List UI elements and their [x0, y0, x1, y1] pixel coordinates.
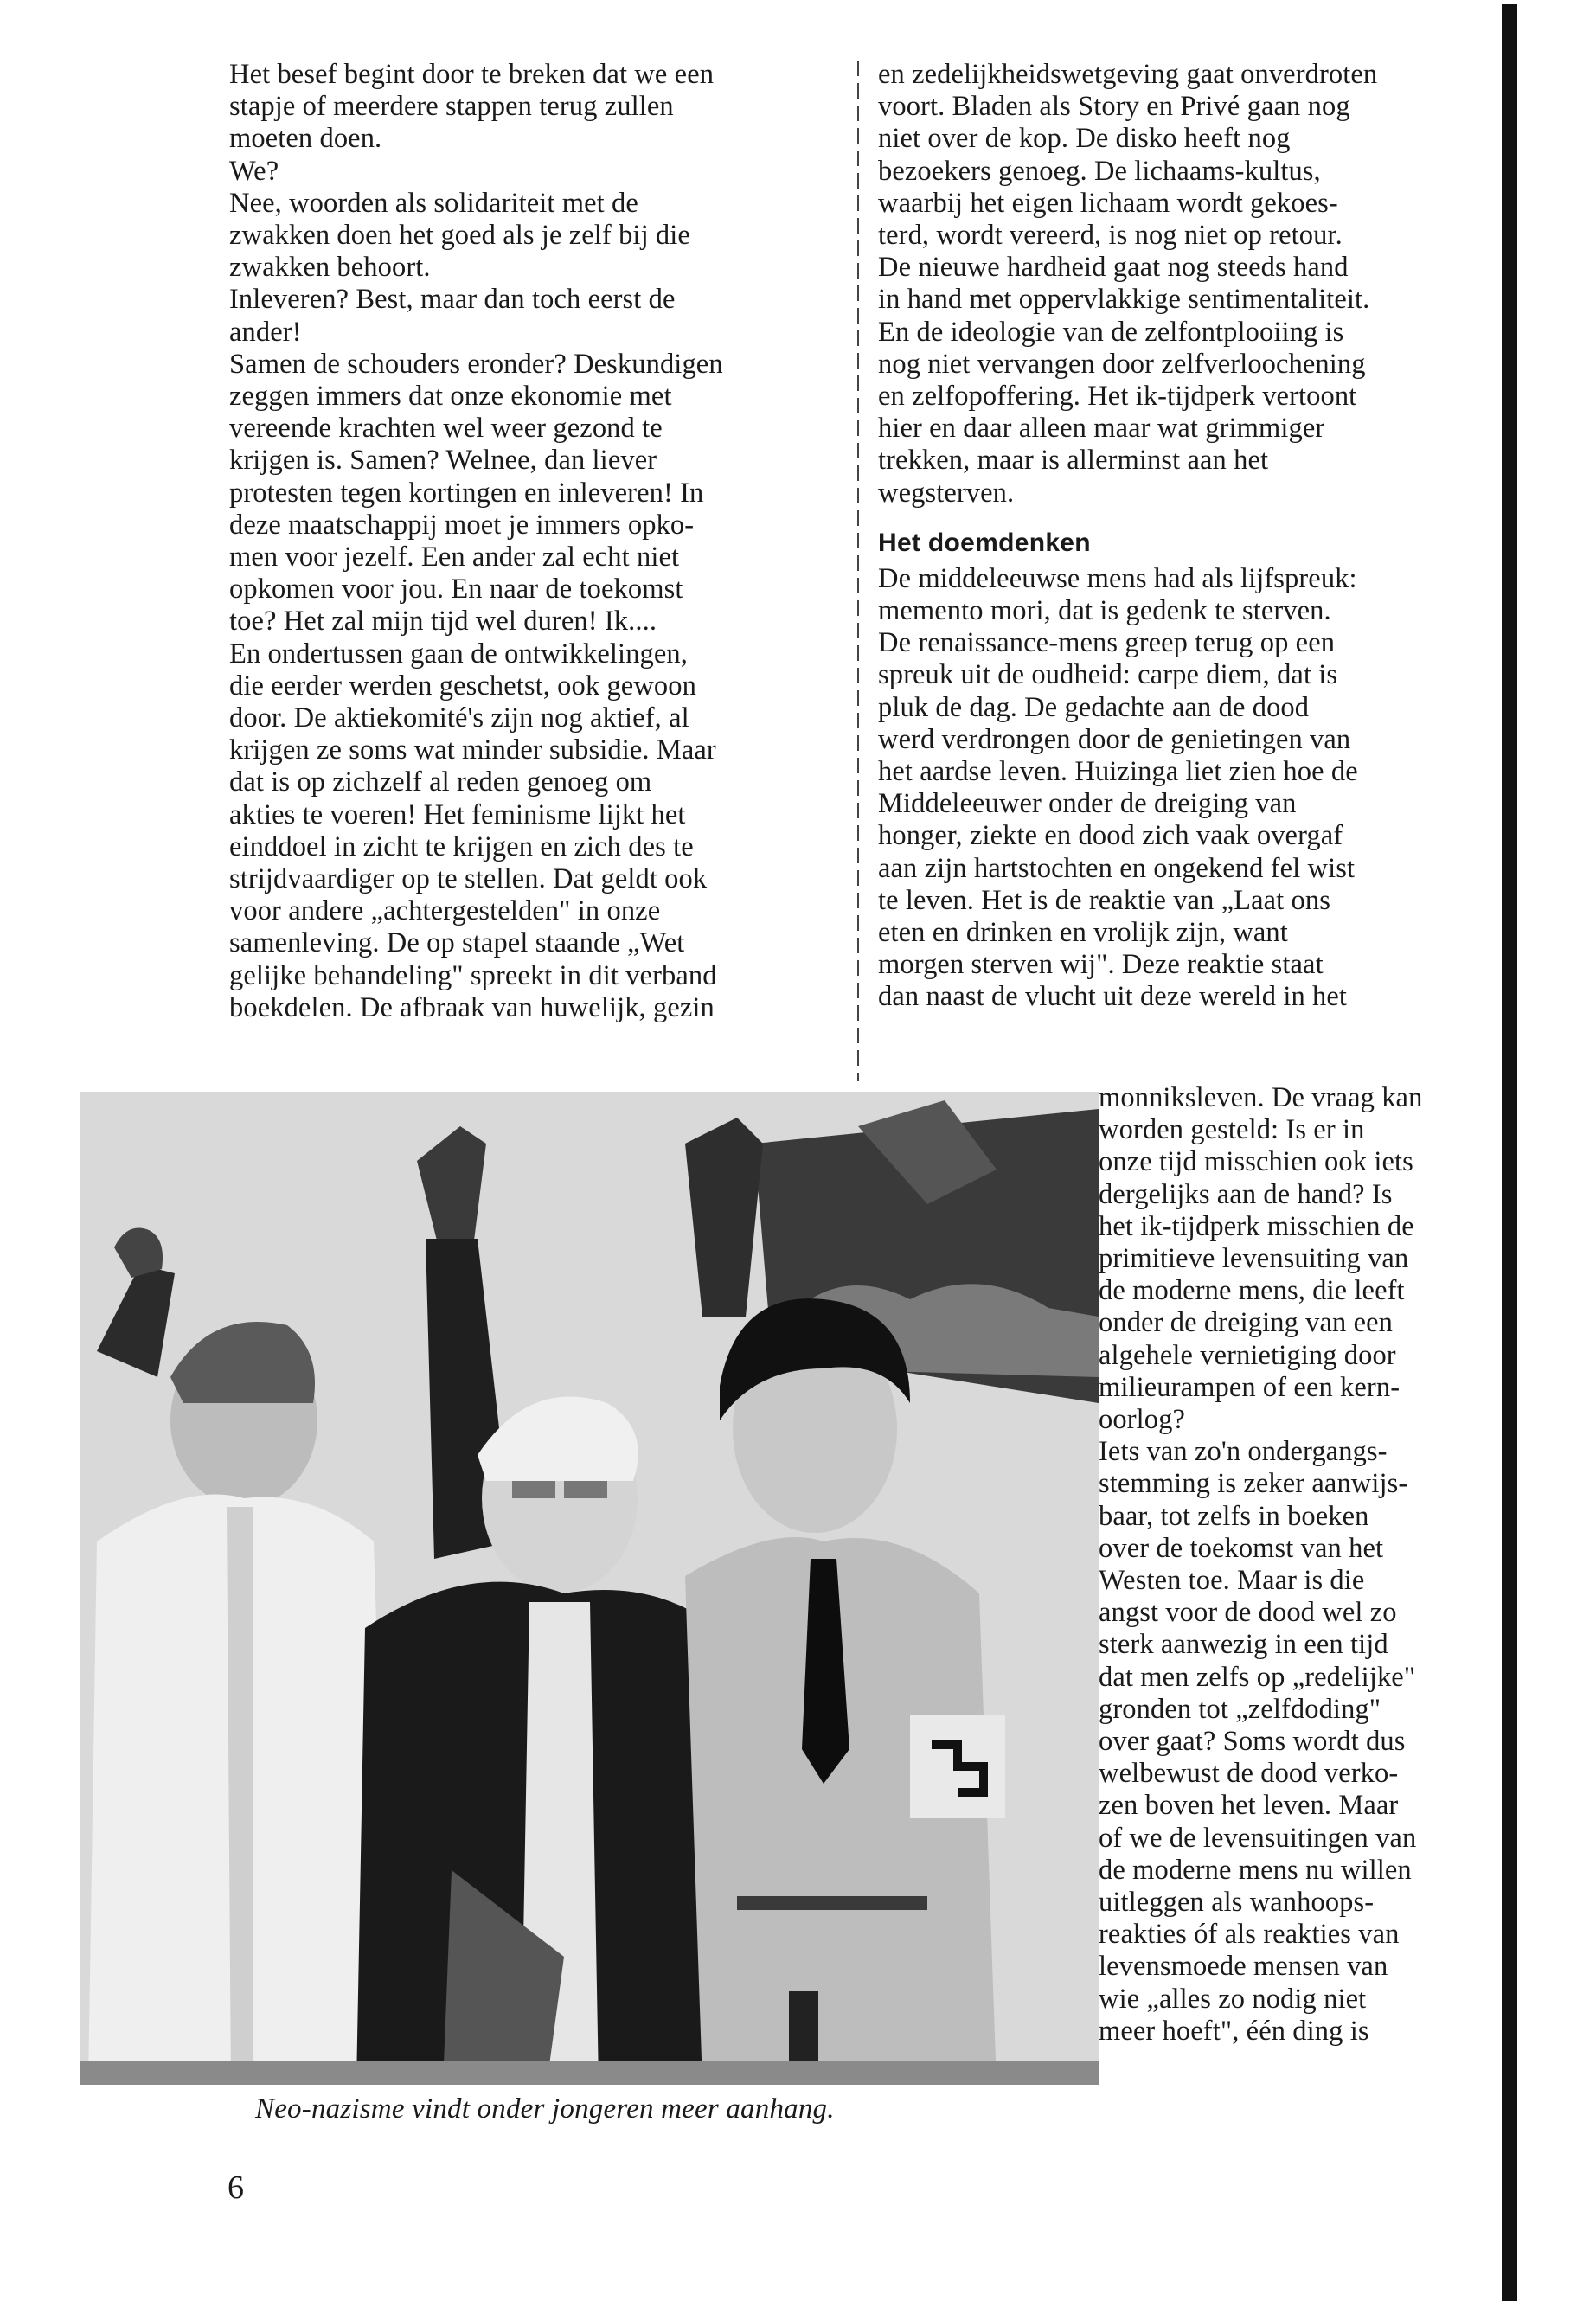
text-line: opkomen voor jou. En naar de toekomst [229, 574, 683, 606]
text-line: eten en drinken en vrolijk zijn, want [878, 917, 1288, 949]
text-line: de moderne mens, die leeft [1099, 1275, 1405, 1307]
text-line: welbewust de dood verko- [1099, 1758, 1399, 1790]
text-line: wie „alles zo nodig niet [1099, 1983, 1367, 2015]
text-line: moeten doen. [229, 123, 382, 155]
text-line: gelijke behandeling" spreekt in dit verband [229, 959, 717, 991]
text-line: zen boven het leven. Maar [1099, 1790, 1399, 1822]
text-line: angst voor de dood wel zo [1099, 1597, 1397, 1629]
text-line: zwakken behoort. [229, 252, 431, 284]
text-line: protesten tegen kortingen en inleveren! In [229, 477, 704, 509]
scan-edge-bar [1502, 4, 1517, 2301]
text-line: onze tijd misschien ook iets [1099, 1146, 1413, 1178]
text-line: milieurampen of een kern- [1099, 1371, 1401, 1403]
text-line: toe? Het zal mijn tijd wel duren! Ik.... [229, 606, 657, 638]
text-line: Het besef begint door te breken dat we een [229, 59, 715, 90]
text-line: De nieuwe hardheid gaat nog steeds hand [878, 252, 1349, 284]
right-narrow-column [1099, 1082, 1497, 2048]
text-line: De middeleeuwse mens had als lijfspreuk: [878, 562, 1357, 594]
text-line: over gaat? Soms wordt dus [1099, 1726, 1406, 1758]
text-line: krijgen is. Samen? Welnee, dan liever [229, 445, 657, 477]
text-line: pluk de dag. De gedachte aan de dood [878, 691, 1310, 723]
text-line: reakties óf als reakties van [1099, 1919, 1400, 1951]
text-line: dat is op zichzelf al reden genoeg om [229, 766, 652, 798]
text-line: het ik-tijdperk misschien de [1099, 1210, 1414, 1242]
text-line: samenleving. De op stapel staande „Wet [229, 927, 685, 959]
text-line: vereende krachten wel weer gezond te [229, 413, 663, 445]
news-photo [80, 1092, 1099, 2085]
text-line: We? [229, 155, 279, 187]
text-line: oorlog? [1099, 1404, 1185, 1436]
text-line: niet over de kop. De disko heeft nog [878, 123, 1291, 155]
text-line: En ondertussen gaan de ontwikkelingen, [229, 638, 688, 670]
text-line: Westen toe. Maar is die [1099, 1565, 1365, 1597]
text-line: stapje of meerdere stappen terug zullen [229, 91, 674, 123]
text-line: en zedelijkheidswetgeving gaat onverdroten [878, 59, 1378, 90]
text-line: voort. Bladen als Story en Privé gaan nog [878, 91, 1350, 123]
text-line: algehele vernietiging door [1099, 1339, 1396, 1371]
text-line: worden gesteld: Is er in [1099, 1114, 1365, 1146]
text-line: de moderne mens nu willen [1099, 1854, 1412, 1886]
text-line: monniksleven. De vraag kan [1099, 1082, 1423, 1113]
text-line: Inleveren? Best, maar dan toch eerst de [229, 284, 676, 316]
text-line: zwakken doen het goed als je zelf bij die [229, 220, 690, 252]
text-line: strijdvaardiger op te stellen. Dat geldt ook [229, 863, 708, 895]
text-line: En de ideologie van de zelfontplooiing is [878, 316, 1344, 348]
text-line: het aardse leven. Huizinga liet zien hoe de [878, 756, 1358, 788]
text-line: Iets van zo'n ondergangs- [1099, 1436, 1388, 1468]
page-number: 6 [228, 2170, 244, 2206]
text-line: uitleggen als wanhoops- [1099, 1887, 1375, 1919]
text-line: meer hoeft", één ding is [1099, 2015, 1369, 2047]
text-line: men voor jezelf. Een ander zal echt niet [229, 542, 680, 574]
text-line: dergelijks aan de hand? Is [1099, 1178, 1393, 1210]
text-line: Samen de schouders eronder? Deskundigen [229, 348, 723, 380]
text-line: primitieve levensuiting van [1099, 1243, 1409, 1275]
text-line: nog niet vervangen door zelfverloochening [878, 348, 1366, 380]
text-line: honger, ziekte en dood zich vaak overgaf [878, 820, 1343, 852]
text-line: over de toekomst van het [1099, 1532, 1384, 1564]
photo-caption: Neo-nazisme vindt onder jongeren meer aanhang. [255, 2093, 835, 2125]
text-line: trekken, maar is allerminst aan het [878, 445, 1269, 477]
text-line: bezoekers genoeg. De lichaams-kultus, [878, 155, 1321, 187]
text-line: gronden tot „zelfdoding" [1099, 1693, 1381, 1725]
text-line: memento mori, dat is gedenk te sterven. [878, 595, 1331, 627]
text-line: of we de levensuitingen van [1099, 1822, 1417, 1854]
text-line: morgen sterven wij". Deze reaktie staat [878, 949, 1324, 981]
text-line: voor andere „achtergestelden" in onze [229, 895, 661, 927]
text-line: onder de dreiging van een [1099, 1307, 1394, 1339]
section-heading: Het doemdenken [878, 528, 1091, 557]
text-line: deze maatschappij moet je immers opko- [229, 509, 695, 541]
text-line: levensmoede mensen van [1099, 1951, 1388, 1983]
text-line: spreuk uit de oudheid: carpe diem, dat is [878, 659, 1338, 691]
text-line: te leven. Het is de reaktie van „Laat ons [878, 884, 1330, 916]
text-line: wegsterven. [878, 477, 1015, 509]
text-line: dan naast de vlucht uit deze wereld in het [878, 981, 1348, 1013]
text-line: terd, wordt vereerd, is nog niet op retour. [878, 220, 1343, 252]
text-line: Middeleeuwer onder de dreiging van [878, 788, 1297, 820]
text-line: Nee, woorden als solidariteit met de [229, 187, 638, 219]
text-line: in hand met oppervlakkige sentimentaliteit. [878, 284, 1370, 316]
right-text-column [878, 59, 1492, 1014]
text-line: einddoel in zicht te krijgen en zich des te [229, 830, 694, 862]
text-line: en zelfopoffering. Het ik-tijdperk vertoont [878, 381, 1357, 413]
left-text-column [229, 59, 852, 1024]
text-line: hier en daar alleen maar wat grimmiger [878, 413, 1325, 445]
text-line: baar, tot zelfs in boeken [1099, 1500, 1369, 1532]
text-line: ander! [229, 316, 302, 348]
text-line: sterk aanwezig in een tijd [1099, 1629, 1388, 1661]
text-line: door. De aktiekomité's zijn nog aktief, al [229, 702, 689, 734]
text-line: akties te voeren! Het feminisme lijkt het [229, 798, 686, 830]
text-line: werd verdrongen door de genietingen van [878, 723, 1351, 755]
text-line: waarbij het eigen lichaam wordt gekoes- [878, 187, 1338, 219]
text-line: stemming is zeker aanwijs- [1099, 1468, 1408, 1500]
text-line: dat men zelfs op „redelijke" [1099, 1661, 1416, 1693]
text-line: aan zijn hartstochten en ongekend fel wist [878, 852, 1356, 884]
text-line: die eerder werden geschetst, ook gewoon [229, 670, 696, 702]
text-line: krijgen ze soms wat minder subsidie. Maar [229, 734, 716, 766]
text-line: De renaissance-mens greep terug op een [878, 627, 1336, 659]
text-line: zeggen immers dat onze ekonomie met [229, 381, 672, 413]
text-line: boekdelen. De afbraak van huwelijk, gezin [229, 991, 715, 1023]
column-divider [857, 61, 859, 1081]
